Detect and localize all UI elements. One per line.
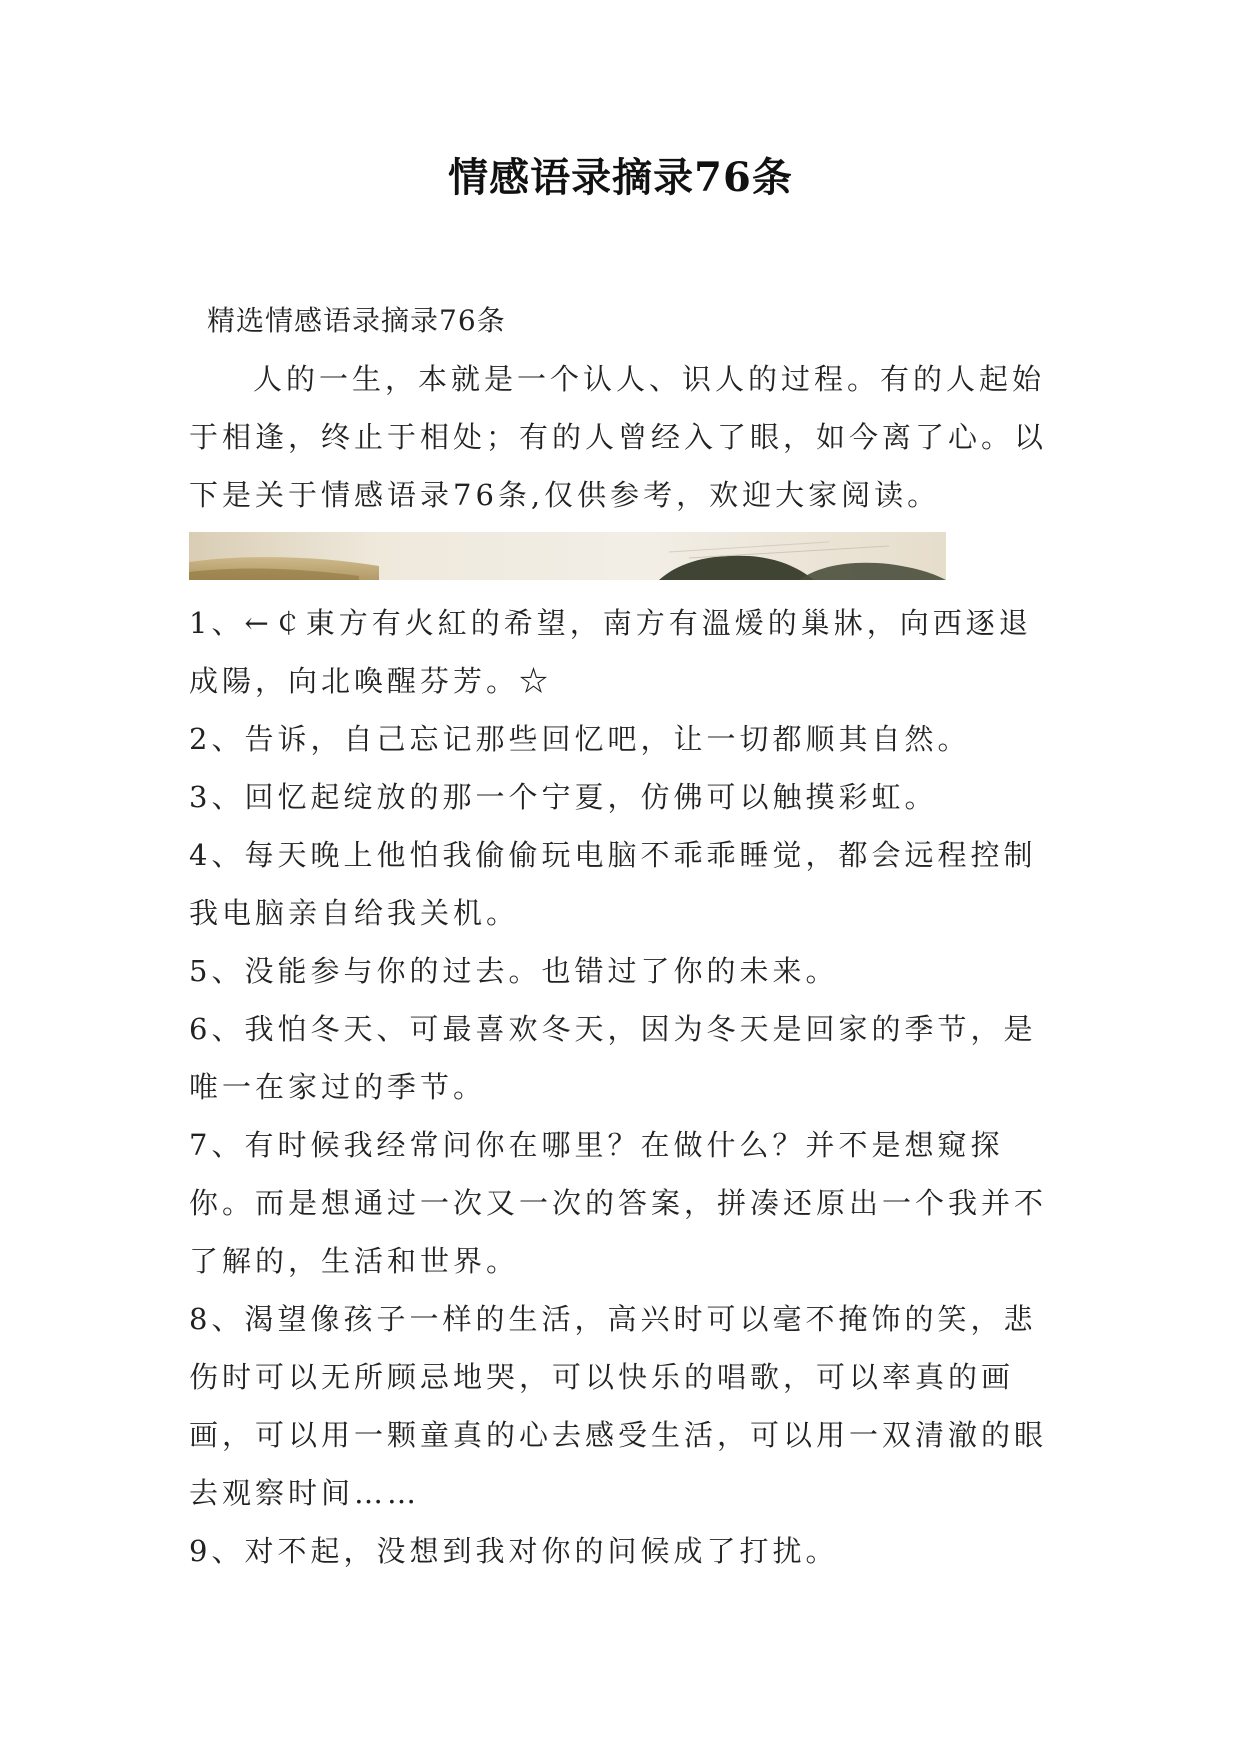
page-title: 情感语录摘录76条 bbox=[448, 154, 793, 201]
quote-item: 1、←￠東方有火紅的希望，南方有溫煖的巢牀，向西逐退成陽，向北喚醒芬芳。☆ bbox=[189, 606, 1032, 698]
quote-item: 7、有时候我经常问你在哪里？在做什么？并不是想窥探你。而是想通过一次又一次的答案，拼凑还原出一个我并不了解的，生活和世界。 bbox=[189, 1128, 1048, 1278]
quote-item: 9、对不起，没想到我对你的问候成了打扰。 bbox=[189, 1534, 839, 1568]
document-subtitle: 精选情感语录摘录76条 bbox=[207, 304, 506, 337]
banner-image bbox=[189, 532, 946, 580]
quote-item: 5、没能参与你的过去。也错过了你的未来。 bbox=[189, 954, 839, 988]
quote-item: 3、回忆起绽放的那一个宁夏，仿佛可以触摸彩虹。 bbox=[189, 780, 938, 814]
quote-item: 8、渴望像孩子一样的生活，高兴时可以毫不掩饰的笑，悲伤时可以无所顾忌地哭，可以快乐的唱歌，可以率真的画画，可以用一颗童真的心去感受生活，可以用一双清澈的眼去观察时间…… bbox=[189, 1302, 1048, 1510]
quote-item: 2、告诉，自己忘记那些回忆吧，让一切都顺其自然。 bbox=[189, 722, 971, 756]
quote-item: 4、每天晚上他怕我偷偷玩电脑不乖乖睡觉，都会远程控制我电脑亲自给我关机。 bbox=[189, 838, 1037, 930]
quote-list bbox=[189, 594, 1059, 1580]
intro-paragraph: 人的一生，本就是一个认人、识人的过程。有的人起始于相逢，终止于相处；有的人曾经入了眼，如今离了心。以下是关于情感语录76条,仅供参考，欢迎大家阅读。 bbox=[189, 362, 1048, 512]
document-body bbox=[189, 292, 1059, 1580]
quote-item: 6、我怕冬天、可最喜欢冬天，因为冬天是回家的季节，是唯一在家过的季节。 bbox=[189, 1012, 1037, 1104]
banner-image-graphic bbox=[189, 532, 946, 580]
